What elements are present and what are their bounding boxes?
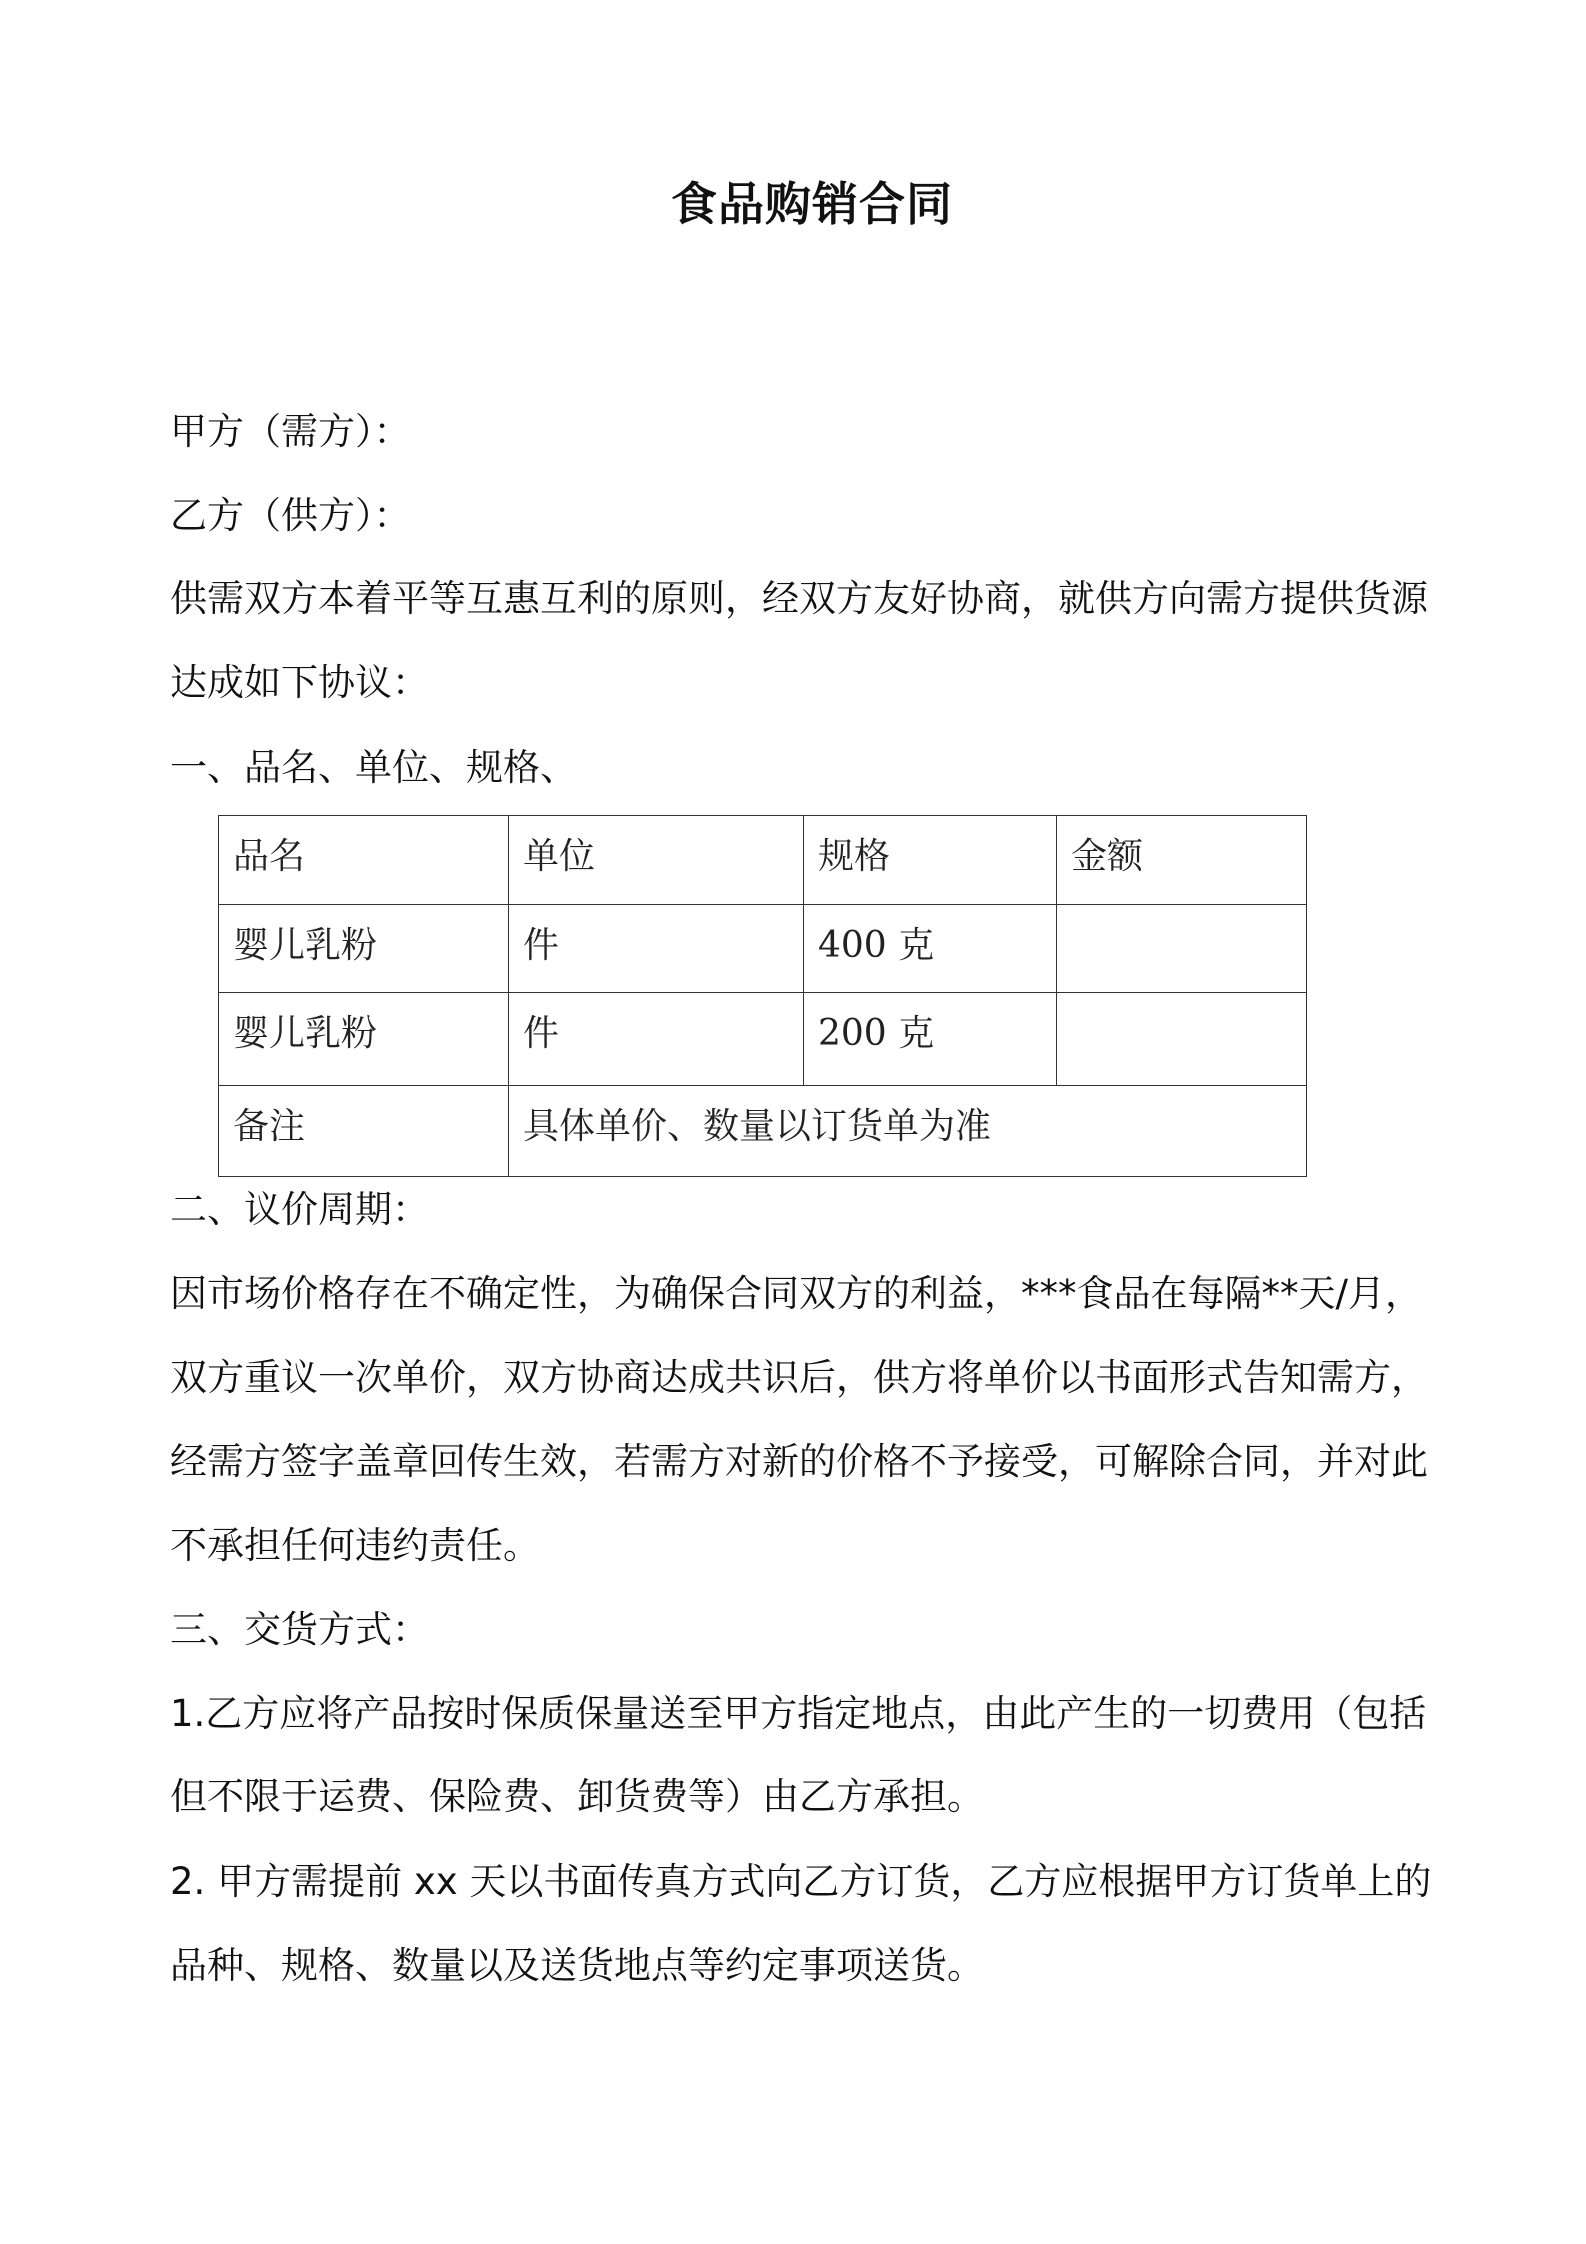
table-cell	[1057, 993, 1307, 1086]
section-2-text-line: 经需方签字盖章回传生效，若需方对新的价格不予接受，可解除合同，并对此	[170, 1440, 1428, 1483]
table-cell: 件	[509, 905, 804, 993]
table-note-value: 具体单价、数量以订货单为准	[509, 1086, 1307, 1177]
table-note-label: 备注	[219, 1086, 509, 1177]
table-header-cell: 单位	[509, 816, 804, 905]
table-cell: 件	[509, 993, 804, 1086]
document-title: 食品购销合同	[671, 177, 953, 231]
table-row	[219, 993, 1307, 1086]
section-3-text-line: 但不限于运费、保险费、卸货费等）由乙方承担。	[170, 1775, 984, 1818]
table-row	[219, 905, 1307, 993]
intro-text-line-2: 达成如下协议：	[170, 661, 429, 704]
section-3-heading: 三、交货方式：	[170, 1608, 429, 1651]
table-cell: 400 克	[804, 905, 1057, 993]
section-3-text-line: 2. 甲方需提前 xx 天以书面传真方式向乙方订货，乙方应根据甲方订货单上的	[170, 1860, 1432, 1903]
section-2-text-line: 因市场价格存在不确定性，为确保合同双方的利益，***食品在每隔**天/月，	[170, 1272, 1422, 1315]
table-note-row	[219, 1086, 1307, 1177]
table-header-cell: 品名	[219, 816, 509, 905]
product-table	[218, 815, 1307, 1177]
party-a-label: 甲方（需方）：	[170, 410, 411, 453]
table-cell	[1057, 905, 1307, 993]
table-header-cell: 金额	[1057, 816, 1307, 905]
section-2-text-line: 不承担任何违约责任。	[170, 1524, 540, 1567]
table-cell: 婴儿乳粉	[219, 905, 509, 993]
table-cell: 婴儿乳粉	[219, 993, 509, 1086]
table-header-cell: 规格	[804, 816, 1057, 905]
product-table-container	[218, 815, 1307, 1177]
section-2-heading: 二、议价周期：	[170, 1188, 429, 1231]
intro-text-line-1: 供需双方本着平等互惠互利的原则，经双方友好协商，就供方向需方提供货源	[170, 577, 1428, 620]
table-cell: 200 克	[804, 993, 1057, 1086]
section-1-heading: 一、品名、单位、规格、	[170, 746, 577, 789]
section-2-text-line: 双方重议一次单价，双方协商达成共识后，供方将单价以书面形式告知需方，	[170, 1356, 1428, 1399]
party-b-label: 乙方（供方）：	[170, 494, 411, 537]
section-3-text-line: 1.乙方应将产品按时保质保量送至甲方指定地点，由此产生的一切费用（包括	[170, 1692, 1427, 1735]
section-3-text-line: 品种、规格、数量以及送货地点等约定事项送货。	[170, 1944, 984, 1987]
table-header-row	[219, 816, 1307, 905]
